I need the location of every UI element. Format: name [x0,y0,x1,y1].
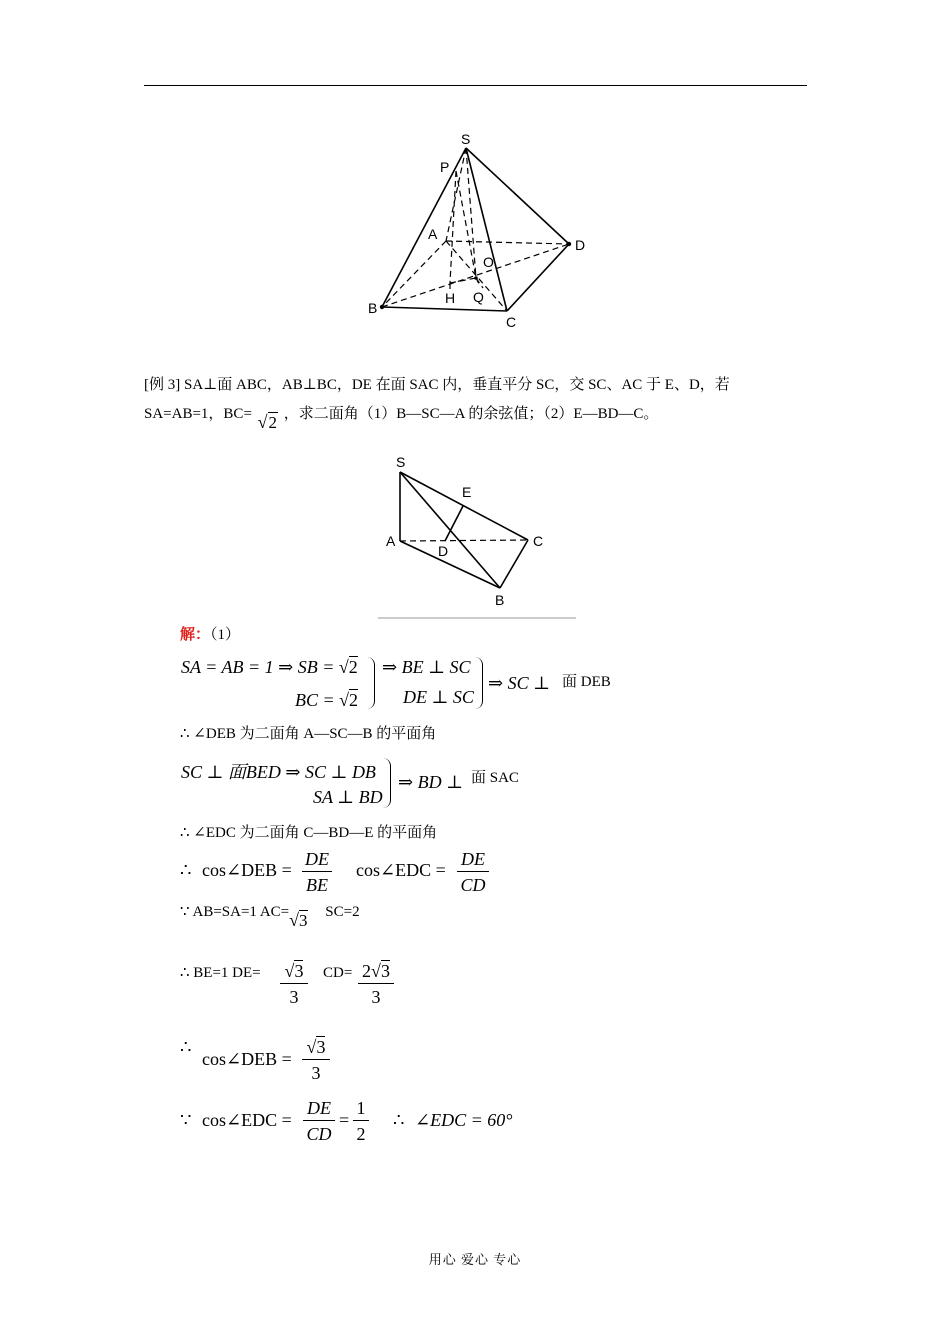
result1-fraction: √3 3 [302,1036,330,1084]
cos-therefore: ∴ [180,860,192,880]
sqrt-3: √3 [289,910,308,930]
label-p: P [440,159,450,175]
given-line [180,900,360,930]
sqrt-2: √2 [257,412,278,432]
brace-1 [366,657,375,709]
label-c: C [506,314,517,330]
result1-therefore: ∴ [180,1037,192,1057]
given-sc: SC=2 [325,904,360,920]
label2-d: D [438,543,449,559]
r2-line-b: SA ⊥ BD [313,787,383,807]
r1-line-c: BC = √2 [295,690,359,710]
cd-fraction: 2√3 3 [358,960,394,1008]
sqrt-3-radicand: 3 [299,911,308,930]
de-den: 3 [289,987,299,1007]
label-o: O [483,254,494,270]
r1-a: SA = AB = 1 ⇒ SB = [181,657,339,677]
label2-e: E [462,484,472,500]
cos-right-den: CD [460,875,486,895]
result2-therefore: ∴ [393,1110,405,1130]
result1-num: 3 [316,1037,326,1057]
r2-line-a: SC ⊥ 面BED ⇒ SC ⊥ DB [181,762,376,782]
prism-figure [378,450,578,622]
lengths-line [180,963,261,983]
result2-text: cos∠EDC = [202,1110,292,1130]
brace-2 [474,657,483,709]
example-line-2-prefix: SA=AB=1，BC= [144,406,252,422]
label-d: D [575,237,586,253]
r1-sqrt: 2 [348,657,358,677]
result2-because: ∵ [180,1110,192,1130]
r2-line-d: 面 SAC [471,770,519,786]
solution-part: （1） [210,627,241,643]
cos-left: cos∠DEB = [202,860,292,880]
result2-num1: DE [307,1098,331,1118]
label-h: H [445,290,456,306]
lengths-be: BE=1 DE= [193,965,261,981]
result1-text: cos∠DEB = [202,1049,292,1069]
r1-line-f: 面 DEB [562,674,611,690]
example-line-2-suffix: ，求二面角（1）B—SC—A 的余弦值；（2）E—BD—C。 [283,406,659,422]
result2-den2: 2 [356,1124,366,1144]
label2-a: A [386,533,396,549]
label-s: S [461,131,471,147]
cd-coef: 2 [362,961,372,981]
page-footer: 用心 爱心 专心 [428,1252,522,1267]
result2-fraction-1 [303,1097,335,1145]
cos-right-fraction [457,848,489,896]
result1-den: 3 [311,1063,321,1083]
label-b: B [368,300,378,316]
therefore-1: ∴ ∠DEB 为二面角 A—SC—B 的平面角 [180,726,437,742]
sqrt-2-radicand: 2 [268,413,278,432]
cd-label: CD= [323,965,353,981]
r2-line-c: ⇒ BD ⊥ [398,772,464,792]
label-a: A [428,226,438,242]
result2-eq: = [339,1110,350,1130]
result2-angle: ∠EDC = 60° [415,1110,513,1130]
de-num: 3 [294,961,304,981]
result2-den1: CD [306,1124,332,1144]
cos-left-fraction [302,848,332,896]
pyramid-figure [360,128,600,333]
solution-heading [180,625,240,645]
solution-label: 解： [180,627,211,643]
r1-line-a: SA = AB = 1 ⇒ SB = √2 [181,657,358,677]
cos-left-den: BE [306,875,328,895]
label2-c: C [533,533,544,549]
given-because: ∵ [180,904,190,920]
label2-s: S [396,454,406,470]
result2-fraction-2 [353,1097,369,1145]
r1-csqrt: 2 [349,690,359,710]
r1-line-e: ⇒ SC ⊥ [488,673,551,693]
given-text: AB=SA=1 AC= [192,904,290,920]
cos-right: cos∠EDC = [356,860,446,880]
r1-line-d: DE ⊥ SC [403,687,474,707]
label2-b: B [495,592,505,608]
cd-den: 3 [371,987,381,1007]
r1-line-b: ⇒ BE ⊥ SC [382,657,471,677]
r1-c: BC = [295,690,340,710]
de-fraction: √3 3 [280,960,308,1008]
header-rule [144,85,807,86]
example-line-1: [例 3] SA⊥面 ABC，AB⊥BC，DE 在面 SAC 内，垂直平分 SC，交 SC、AC 于 E、D，若 [144,377,730,393]
label-q: Q [473,289,484,305]
cos-left-num: DE [305,849,329,869]
lengths-therefore: ∴ [180,965,190,981]
example-line-2 [144,402,659,432]
brace-3 [382,758,391,808]
therefore-2: ∴ ∠EDC 为二面角 C—BD—E 的平面角 [180,825,438,841]
cd-num: 3 [380,961,390,981]
cos-right-num: DE [461,849,485,869]
result2-num2: 1 [356,1098,366,1118]
